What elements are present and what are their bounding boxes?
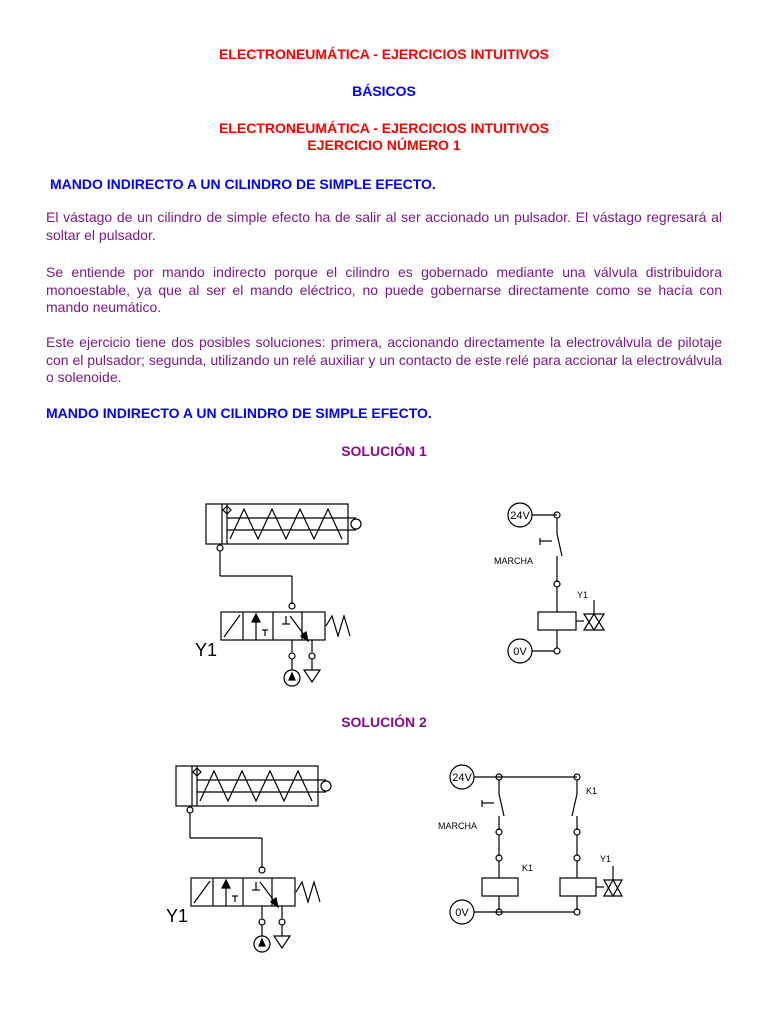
supply-24v-label-2: 24V [452, 772, 472, 784]
electrical-diagram-solution-1 [494, 500, 610, 670]
ground-0v-label-2: 0V [455, 907, 469, 919]
solution-1-title: SOLUCIÓN 1 [341, 443, 427, 459]
exercise-number: EJERCICIO NÚMERO 1 [307, 137, 461, 153]
exercise-series-title: ELECTRONEUMÁTICA - EJERCICIOS INTUITIVOS [218, 120, 550, 136]
valve-label-y1-solution-2: Y1 [166, 906, 189, 926]
relay-coil-k1-label: K1 [522, 863, 534, 873]
relay-contact-k1-label: K1 [586, 786, 598, 796]
pneumatic-diagram-solution-1 [190, 494, 370, 694]
paragraph-3: Este ejercicio tiene dos posibles soluciones: primera, accionando directamente la electroválvula de pilotaje con el pulsador; segunda, utilizando un relé auxiliar y un contacto de este relé para accionar la electroválvula o solenoide. [46, 334, 722, 385]
section-heading: MANDO INDIRECTO A UN CILINDRO DE SIMPLE EFECTO. [50, 176, 436, 192]
pushbutton-label-2: MARCHA [438, 821, 478, 831]
pushbutton-label: MARCHA [494, 556, 534, 566]
section-heading-2: MANDO INDIRECTO A UN CILINDRO DE SIMPLE EFECTO. [46, 405, 432, 421]
coil-y1-label: Y1 [577, 590, 589, 600]
coil-y1-label-2: Y1 [600, 854, 612, 864]
pneumatic-diagram-solution-2 [160, 760, 340, 960]
valve-label-y1: Y1 [195, 640, 218, 660]
electrical-diagram-solution-2 [430, 762, 640, 932]
paragraph-1: El vástago de un cilindro de simple efecto ha de salir al ser accionado un pulsador. El vástago regresará al soltar el pulsador. [46, 209, 722, 243]
solution-2-title: SOLUCIÓN 2 [341, 714, 427, 730]
ground-0v-label: 0V [513, 646, 527, 658]
supply-24v-label: 24V [510, 510, 530, 522]
document-subtitle: BÁSICOS [352, 83, 416, 99]
document-title: ELECTRONEUMÁTICA - EJERCICIOS INTUITIVOS [218, 46, 550, 62]
paragraph-2: Se entiende por mando indirecto porque el cilindro es gobernado mediante una válvula distribuidora monoestable, ya que al ser el mando eléctrico, no puede gobernarse directamente como se hacía con mando neumático. [46, 264, 722, 315]
